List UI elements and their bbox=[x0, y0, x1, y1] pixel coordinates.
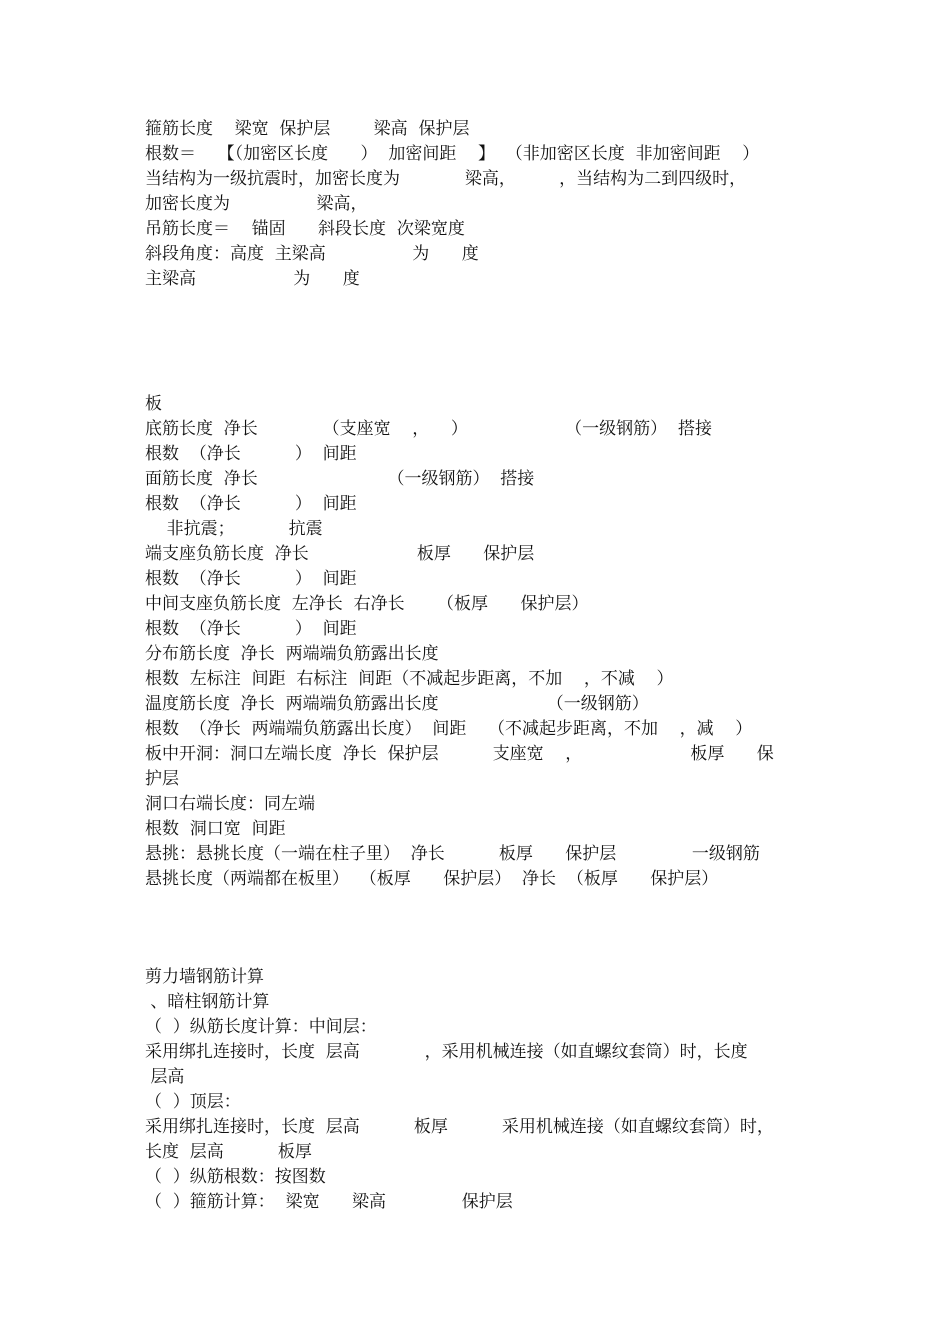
temperature-bar-length: 温度筋长度 净长 两端端负筋露出长度 （一级钢筋） bbox=[145, 694, 649, 714]
mid-support-neg-bar-length: 中间支座负筋长度 左净长 右净长 （板厚 保护层） bbox=[145, 594, 589, 614]
end-support-neg-bar-length: 端支座负筋长度 净长 板厚 保护层 bbox=[145, 544, 535, 564]
hanger-bar-length-line: 吊筋长度＝ 锚固 斜段长度 次梁宽度 bbox=[145, 219, 465, 239]
top-floor-length-line: 长度 层高 板厚 bbox=[145, 1142, 312, 1162]
slab-bottom-bar-count: 根数 （净长 ） 间距 bbox=[145, 444, 357, 464]
slab-opening-left-length-cont: 护层 bbox=[145, 769, 179, 789]
cantilever-length-column: 悬挑：悬挑长度（一端在柱子里） 净长 板厚 保护层 一级钢筋 bbox=[145, 844, 760, 864]
slab-opening-left-length: 板中开洞：洞口左端长度 净长 保护层 支座宽 ， 板厚 保 bbox=[145, 744, 774, 764]
distribution-bar-length: 分布筋长度 净长 两端端负筋露出长度 bbox=[145, 644, 439, 664]
main-beam-height-line: 主梁高 为 度 bbox=[145, 269, 360, 289]
slab-top-bar-count: 根数 （净长 ） 间距 bbox=[145, 494, 357, 514]
seismic-note: 非抗震； 抗震 bbox=[145, 519, 323, 539]
cantilever-length-slab: 悬挑长度（两端都在板里） （板厚 保护层） 净长 （板厚 保护层） bbox=[145, 869, 719, 889]
hidden-column-heading: 、暗柱钢筋计算 bbox=[145, 992, 270, 1012]
floor-height-line: 层高 bbox=[145, 1067, 185, 1087]
long-bar-count-line: （ ）纵筋根数：按图数 bbox=[145, 1167, 326, 1187]
slab-section-title: 板 bbox=[145, 394, 162, 414]
slab-top-bar-length: 面筋长度 净长 （一级钢筋） 搭接 bbox=[145, 469, 535, 489]
seismic-grade-line: 当结构为一级抗震时，加密长度为 梁高， ，当结构为二到四级时， bbox=[145, 169, 747, 189]
temperature-bar-count: 根数 （净长 两端端负筋露出长度） 间距 （不减起步距离，不加 ，减 ） bbox=[145, 719, 753, 739]
slab-opening-right-length: 洞口右端长度：同左端 bbox=[145, 794, 315, 814]
slope-angle-line: 斜段角度：高度 主梁高 为 度 bbox=[145, 244, 479, 264]
end-support-neg-bar-count: 根数 （净长 ） 间距 bbox=[145, 569, 357, 589]
slab-bottom-bar-length: 底筋长度 净长 （支座宽 ， ） （一级钢筋） 搭接 bbox=[145, 419, 712, 439]
stirrup-count-line: 根数＝ 【（加密区长度 ） 加密间距 】 （非加密区长度 非加密间距 ） bbox=[145, 144, 760, 164]
dense-zone-length-line: 加密长度为 梁高， bbox=[145, 194, 368, 214]
stirrup-length-line: 箍筋长度 梁宽 保护层 梁高 保护层 bbox=[145, 119, 470, 139]
top-floor-heading: （ ）顶层： bbox=[145, 1092, 241, 1112]
top-floor-lap-splice-line: 采用绑扎连接时，长度 层高 板厚 采用机械连接（如直螺纹套筒）时， bbox=[145, 1117, 774, 1137]
mid-support-neg-bar-count: 根数 （净长 ） 间距 bbox=[145, 619, 357, 639]
slab-opening-count: 根数 洞口宽 间距 bbox=[145, 819, 286, 839]
stirrup-calc-line: （ ）箍筋计算： 梁宽 梁高 保护层 bbox=[145, 1192, 513, 1212]
long-bar-length-mid-floor: （ ）纵筋长度计算：中间层： bbox=[145, 1017, 377, 1037]
shear-wall-section-title: 剪力墙钢筋计算 bbox=[145, 967, 264, 987]
distribution-bar-count: 根数 左标注 间距 右标注 间距（不减起步距离，不加 ，不减 ） bbox=[145, 669, 674, 689]
lap-splice-length-line: 采用绑扎连接时，长度 层高 ，采用机械连接（如直螺纹套筒）时，长度 bbox=[145, 1042, 748, 1062]
